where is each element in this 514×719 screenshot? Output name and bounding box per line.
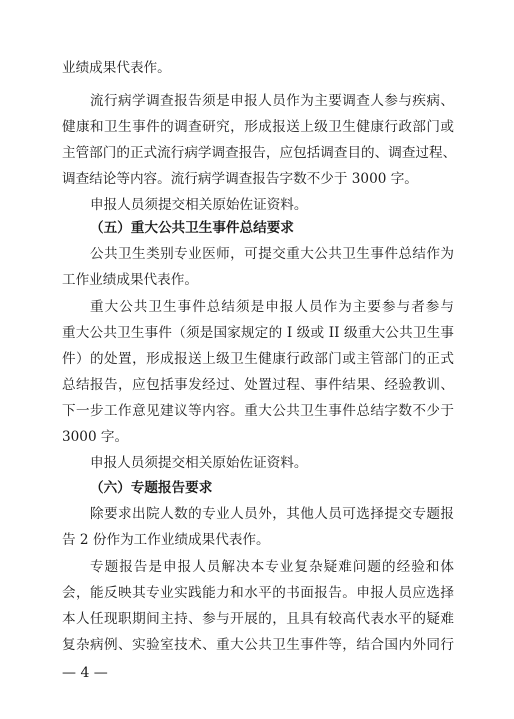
text-line: 下一步工作意见建议等内容。重大公共卫生事件总结字数不少于 — [62, 403, 454, 419]
text-line: 总结报告，应包括事发经过、处置过程、事件结果、经验教训、 — [62, 377, 454, 393]
text-line: 工作业绩成果代表作。 — [62, 272, 198, 288]
text-line: 重大公共卫生事件总结须是申报人员作为主要参与者参与 — [90, 299, 454, 315]
text-line: 除要求出院人数的专业人员外，其他人员可选择提交专题报 — [90, 506, 454, 522]
text-line: 专题报告是申报人员解决本专业复杂疑难问题的经验和体 — [90, 559, 454, 575]
text-line: 告 2 份作为工作业绩成果代表作。 — [62, 532, 270, 548]
text-line: 流行病学调查报告须是申报人员作为主要调查人参与疾病、 — [90, 93, 454, 109]
text-line: 申报人员须提交相关原始佐证资料。 — [90, 455, 308, 471]
text-line: 重大公共卫生事件（须是国家规定的 I 级或 II 级重大公共卫生事 — [62, 325, 454, 341]
text-line: 本人任现职期间主持、参与开展的，且具有较高代表水平的疑难 — [62, 611, 454, 627]
text-line: 主管部门的正式流行病学调查报告，应包括调查目的、调查过程、 — [62, 145, 457, 161]
text-line: 业绩成果代表作。 — [62, 60, 171, 76]
text-line: 会，能反映其专业实践能力和水平的书面报告。申报人员应选择 — [62, 585, 454, 601]
text-line: 调查结论等内容。流行病学调查报告字数不少于 3000 字。 — [62, 171, 418, 187]
text-line: 件）的处置，形成报送上级卫生健康行政部门或主管部门的正式 — [62, 351, 454, 367]
section-heading: （五）重大公共卫生事件总结要求 — [90, 220, 294, 236]
text-line: 健康和卫生事件的调查研究，形成报送上级卫生健康行政部门或 — [62, 119, 454, 135]
page-number: — 4 — — [62, 665, 108, 681]
section-heading: （六）专题报告要求 — [90, 480, 213, 496]
text-line: 3000 字。 — [62, 429, 129, 445]
text-line: 复杂病例、实验室技术、重大公共卫生事件等，结合国内外同行 — [62, 637, 454, 653]
text-line: 公共卫生类别专业医师，可提交重大公共卫生事件总结作为 — [90, 246, 454, 262]
text-line: 申报人员须提交相关原始佐证资料。 — [90, 197, 308, 213]
